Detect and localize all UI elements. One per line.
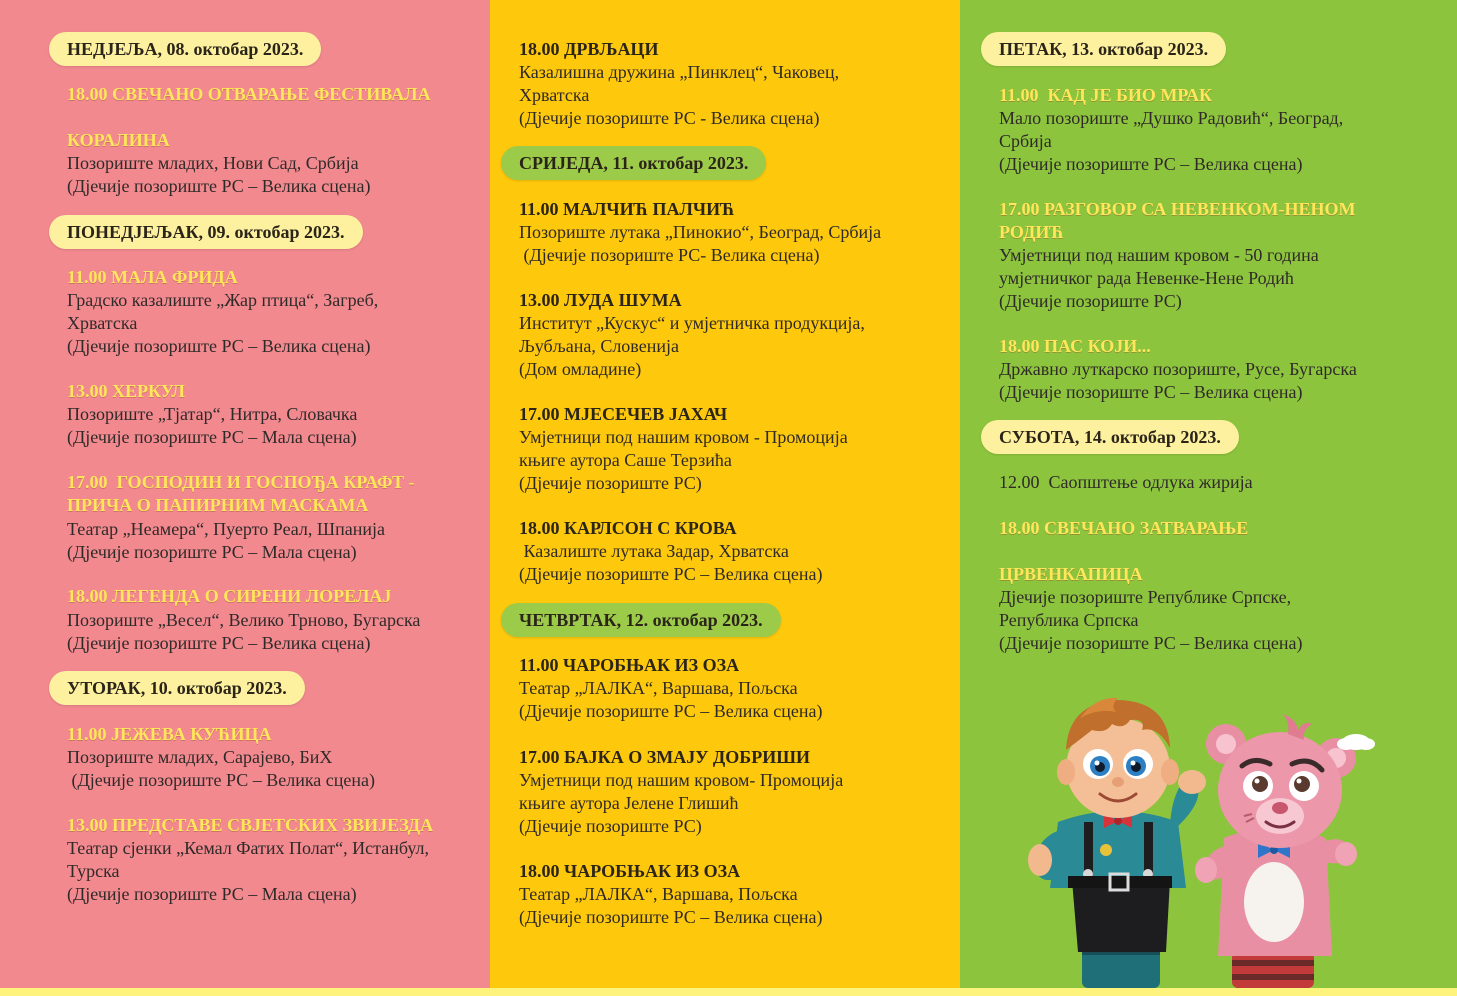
event-closing-title: 18.00 СВЕЧАНО ЗАТВАРАЊЕ [999,518,1249,538]
day-header-sunday: НЕДЈЕЉА, 08. октобар 2023. [49,32,321,66]
event-stage: (Дјечије позориште РС – Мала сцена) [67,884,357,904]
event-stage: (Дјечије позориште РС – Велика сцена) [67,633,371,653]
event-title: 18.00 КАРЛСОН С КРОВА [519,518,737,538]
event-stage: (Дјечије позориште РС – Велика сцена) [67,770,376,790]
event-venue: Институт „Кускус“ и умјетничка продукција, [519,313,865,333]
day-header-thursday: ЧЕТВРТАК, 12. октобар 2023. [501,603,781,637]
event-stage: (Дјечије позориште РС – Велика сцена) [999,382,1303,402]
event-title: КОРАЛИНА [67,130,170,150]
event-description: књиге аутора Саше Терзића [519,450,732,470]
event-venue: Театар „Неамера“, Пуерто Реал, Шпанија [67,519,385,539]
event-title: 17.00 БАЈКА О ЗМАЈУ ДОБРИШИ [519,747,810,767]
event-venue: Умјетници под нашим кровом- Промоција [519,770,844,790]
event-stage: (Дјечије позориште РС – Мала сцена) [67,542,357,562]
event-description: умјетничког рада Невенке-Нене Родић [999,268,1294,288]
bottom-strip [0,988,1457,996]
pink-bear-puppet-image [1195,714,1357,988]
event-venue: Позориште лутака „Пинокио“, Београд, Србија [519,222,882,242]
event-stage: (Дјечије позориште РС) [519,473,702,493]
event-venue: Умјетници под нашим кровом - 50 година [999,245,1319,265]
event-venue: Мало позориште „Душко Радовић“, Београд, [999,108,1344,128]
event-title: 13.00 ХЕРКУЛ [67,381,185,401]
event-title: 11.00 КАД ЈЕ БИО МРАК [999,85,1213,105]
event-venue: Градско казалиште „Жар птица“, Загреб, [67,290,379,310]
event-venue-country: Љубљана, Словенија [519,336,679,356]
event-jury-announcement: 12.00 Саопштење одлука жирија [999,472,1253,492]
day-header-tuesday: УТОРАК, 10. октобар 2023. [49,671,305,705]
event-venue-country: Хрватска [519,85,590,105]
event-stage: (Дјечије позориште РС – Велика сцена) [999,154,1303,174]
day-header-wednesday: СРИЈЕДА, 11. октобар 2023. [501,146,766,180]
column-sunday-to-tuesday [0,0,490,988]
event-venue: Дјечије позориште Републике Српске, [999,587,1292,607]
event-venue-country: Србија [999,131,1052,151]
event-venue-country: Хрватска [67,313,138,333]
event-venue: Умјетници под нашим кровом - Промоција [519,427,848,447]
event-stage: (Дом омладине) [519,359,642,379]
event-stage: (Дјечије позориште РС) [999,291,1182,311]
event-title: 11.00 МАЛЧИЋ ПАЛЧИЋ [519,199,735,219]
event-venue: Позориште младих, Нови Сад, Србија [67,153,359,173]
event-title: 11.00 ЈЕЖЕВА КУЋИЦА [67,724,272,744]
event-venue: Театар „ЛАЛКА“, Варшава, Пољска [519,884,798,904]
event-venue: Театар сјенки „Кемал Фатих Полат“, Истанбул, [67,838,430,858]
event-venue: Казалиште лутака Задар, Хрватска [519,541,789,561]
event-stage: (Дјечије позориште РС) [519,816,702,836]
column-monday-to-thursday [490,0,960,988]
event-stage: (Дјечије позориште РС – Велика сцена) [67,176,371,196]
event-title: 17.00 МЈЕСЕЧЕВ ЈАХАЧ [519,404,728,424]
event-venue: Театар „ЛАЛКА“, Варшава, Пољска [519,678,798,698]
event-title: 18.00 ЧАРОБЊАК ИЗ ОЗА [519,861,741,881]
day-header-monday: ПОНЕДЈЕЉАК, 09. октобар 2023. [49,215,363,249]
event-title: 11.00 МАЛА ФРИДА [67,267,238,287]
event-title: 18.00 ДРВЉАЦИ [519,39,659,59]
event-description: књиге аутора Јелене Глишић [519,793,739,813]
event-venue: Државно луткарско позориште, Русе, Бугарска [999,359,1357,379]
event-venue: Казалишна дружина „Пинклец“, Чаковец, [519,62,840,82]
event-title: 18.00 ЛЕГЕНДА О СИРЕНИ ЛОРЕЛАЈ [67,586,392,606]
event-stage: (Дјечије позориште РС - Велика сцена) [519,108,820,128]
day-header-friday: ПЕТАК, 13. октобар 2023. [981,32,1226,66]
event-stage: (Дјечије позориште РС – Велика сцена) [519,907,823,927]
event-venue: Позориште младих, Сарајево, БиХ [67,747,333,767]
event-title-continued: РОДИЋ [999,222,1064,242]
event-stage: (Дјечије позориште РС – Мала сцена) [67,427,357,447]
event-title: 13.00 ЛУДА ШУМА [519,290,682,310]
event-title: 11.00 ЧАРОБЊАК ИЗ ОЗА [519,655,740,675]
puppets-illustration [1020,690,1400,988]
event-stage: (Дјечије позориште РС- Велика сцена) [519,245,820,265]
event-stage: (Дјечије позориште РС – Велика сцена) [999,633,1303,653]
day-header-saturday: СУБОТА, 14. октобар 2023. [981,420,1239,454]
event-venue: Позориште „Весел“, Велико Трново, Бугарска [67,610,421,630]
event-title: 18.00 ПАС КОЈИ... [999,336,1151,356]
event-title: 13.00 ПРЕДСТАВЕ СВЈЕТСКИХ ЗВИЈЕЗДА [67,815,434,835]
event-title-continued: ПРИЧА О ПАПИРНИМ МАСКАМА [67,495,369,515]
event-title: 17.00 ГОСПОДИН И ГОСПОЂА КРАФТ - [67,472,415,492]
event-stage: (Дјечије позориште РС – Велика сцена) [519,701,823,721]
event-stage: (Дјечије позориште РС – Велика сцена) [519,564,823,584]
event-venue-country: Република Српска [999,610,1139,630]
event-title: ЦРВЕНКАПИЦА [999,564,1143,584]
event-title: 17.00 РАЗГОВОР СА НЕВЕНКОМ-НЕНОМ [999,199,1356,219]
boy-puppet-image [1028,698,1206,988]
cloud-icon [1337,734,1375,750]
event-venue: Позориште „Тјатар“, Нитра, Словачка [67,404,358,424]
event-venue-country: Турска [67,861,120,881]
event-opening-title: 18.00 СВЕЧАНО ОТВАРАЊЕ ФЕСТИВАЛА [67,84,431,104]
event-stage: (Дјечије позориште РС – Велика сцена) [67,336,371,356]
